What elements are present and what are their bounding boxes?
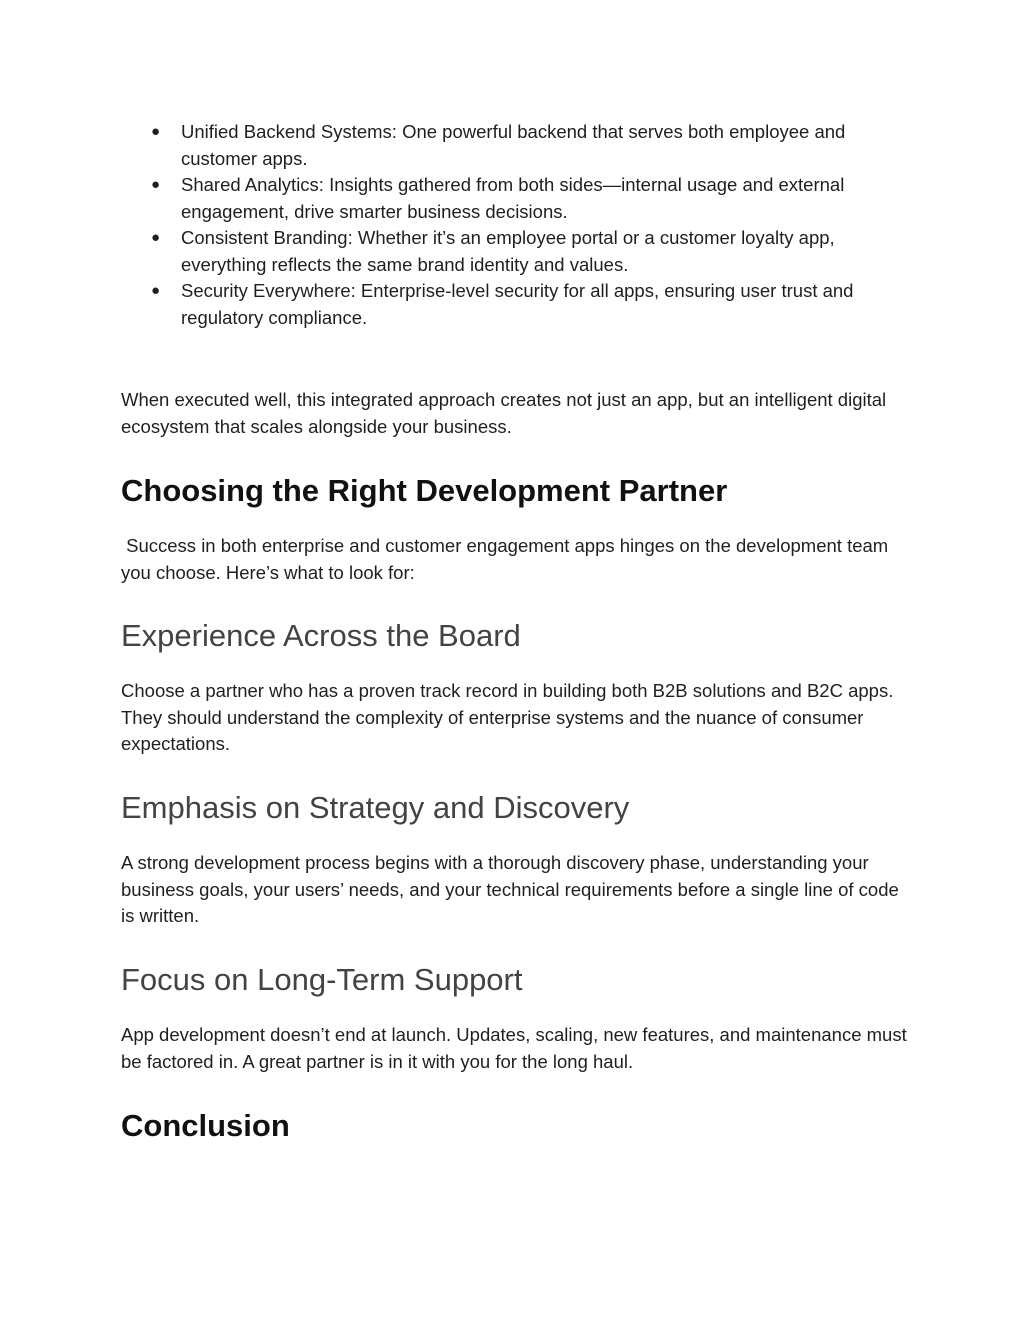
bullet-dot-icon: ● [151,229,161,246]
long-term-support-paragraph: App development doesn’t end at launch. Updates, scaling, new features, and maintenance must be factored in. A great partner is in it with you for the long haul. [121,1024,907,1072]
bullet-item-shared-analytics [121,172,911,225]
intro-paragraph: When executed well, this integrated approach creates not just an app, but an intelligent digital ecosystem that scales alongside your business. [121,389,887,437]
strategy-discovery-paragraph: A strong development process begins with a thorough discovery phase, understanding your business goals, your users’ needs, and your technical requirements before a single line of code is written. [121,852,899,926]
bullet-text: Unified Backend Systems: One powerful backend that serves both employee and customer apps. [181,121,846,169]
bullet-text: Shared Analytics: Insights gathered from both sides—internal usage and external engagement, drive smarter business decisions. [181,174,845,222]
bullet-item-consistent-branding [121,225,911,278]
bullet-dot-icon: ● [151,282,161,299]
choosing-partner-paragraph: Success in both enterprise and customer engagement apps hinges on the development team you choose. Here’s what to look for: [121,535,894,583]
heading-choosing-partner: Choosing the Right Development Partner [121,473,728,508]
bullet-item-unified-backend [121,119,911,172]
bullet-item-security-everywhere [121,278,911,331]
bullet-dot-icon: ● [151,123,161,140]
heading-conclusion: Conclusion [121,1108,290,1143]
bullet-text: Security Everywhere: Enterprise-level security for all apps, ensuring user trust and regulatory compliance. [181,280,854,328]
heading-strategy-discovery: Emphasis on Strategy and Discovery [121,790,630,825]
experience-paragraph: Choose a partner who has a proven track record in building both B2B solutions and B2C apps. They should understand the complexity of enterprise systems and the nuance of consumer expectations. [121,680,894,754]
heading-experience: Experience Across the Board [121,618,521,653]
bullet-dot-icon: ● [151,176,161,193]
feature-bullet-list [121,119,911,331]
heading-long-term-support: Focus on Long-Term Support [121,962,523,997]
bullet-text: Consistent Branding: Whether it’s an employee portal or a customer loyalty app, everything reflects the same brand identity and values. [181,227,835,275]
